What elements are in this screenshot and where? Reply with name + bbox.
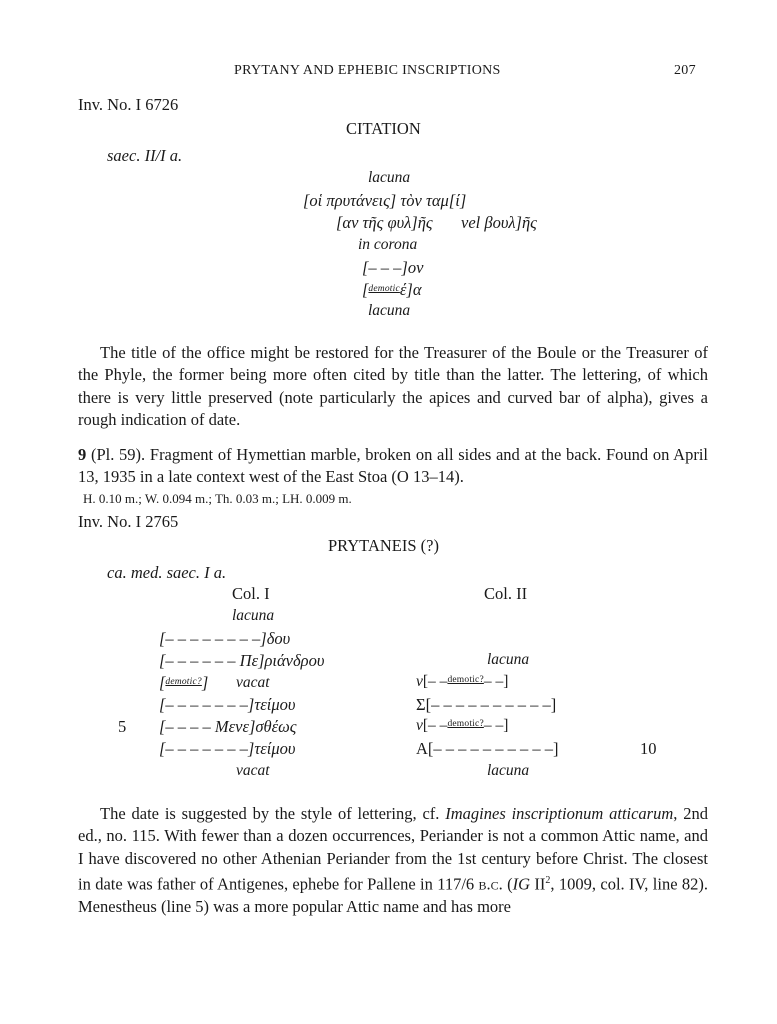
bracket-open: [: [159, 673, 166, 692]
bracket-open: [– –: [422, 673, 448, 690]
col1-line-3: [159, 673, 208, 693]
demotic-label: demotic?: [447, 675, 484, 685]
col1-line-6: [– – – – – – –]τείμου: [159, 739, 296, 758]
text-line-in-corona: in corona: [358, 236, 418, 253]
inscription-title: CITATION: [346, 119, 421, 138]
col1-line-5: [– – – – Μενε]σθέως: [159, 717, 297, 736]
text-line-6: [362, 280, 422, 300]
col2-line-3: [416, 673, 508, 691]
text-line-lacuna-bottom: lacuna: [368, 302, 411, 319]
col1-line-2: [– – – – – – Πε]ριάνδρου: [159, 651, 325, 670]
bracket-open: [– –: [422, 717, 448, 734]
col1-vacat-bottom: vacat: [236, 762, 270, 779]
col2-lacuna-bottom: lacuna: [487, 762, 530, 779]
inscription-date: saec. II/I a.: [107, 146, 183, 165]
entry-number: 9: [78, 445, 87, 464]
inventory-number-2: Inv. No. I 2765: [78, 512, 179, 531]
measurements: H. 0.10 m.; W. 0.094 m.; Th. 0.03 m.; LH. 0.009 m.: [83, 491, 352, 506]
col2-heading: Col. II: [484, 584, 528, 603]
inscription-title-2: PRYTANEIS (?): [328, 536, 439, 555]
col1-line-4: [– – – – – – –]τείμου: [159, 695, 296, 714]
bracket-close: ]: [201, 673, 209, 692]
bracket-close: – –]: [483, 673, 509, 690]
text-line-2: [οἱ πρυτάνεις] τὸν ταμ[ί]: [303, 191, 467, 210]
entry-9-description: [78, 444, 708, 489]
inscription-date-2: ca. med. saec. I a.: [107, 563, 227, 582]
vacat-v: v: [416, 717, 423, 734]
demotic-label: demotic?: [165, 677, 202, 687]
col1-line-1: [– – – – – – – –]δου: [159, 629, 291, 648]
line-number-5: 5: [118, 717, 127, 736]
text-line-3: [αν τῆς φυλ]ῆς: [336, 213, 433, 232]
demotic-label: demotic?: [447, 719, 484, 729]
col1-heading: Col. I: [232, 584, 270, 603]
bracket-open: [: [362, 280, 369, 299]
col2-line-6: Α[– – – – – – – – – –]: [416, 739, 559, 758]
bracket-close: – –]: [483, 717, 509, 734]
line-6-tail: έ]α: [399, 280, 422, 299]
demotic-label: demotic: [368, 284, 400, 294]
entry-description: (Pl. 59). Fragment of Hymettian marble, broken on all sides and at the back. Found on April 13, 1935 in a late context west of the East Stoa (O 13–14).: [78, 445, 708, 487]
commentary-paragraph-2: The date is suggested by the style of lettering, cf. Imagines inscriptionum atticarum, 2nd ed., no. 115. With fewer than a dozen occurrences, Periander is not a common Attic name, and I have discovered no other Athenian Periander from the 1st century before Christ. The closest in date was father of Antigenes, ephebe for Pallene in 117/6 b.c. (IG $II^2$, 1009, col. IV, line 82). Menestheus (line 5) was a more popular Attic name and has more: [78, 804, 708, 917]
col1-vacat: vacat: [236, 674, 270, 691]
commentary-paragraph-1: The title of the office might be restored for the Treasurer of the Boule or the Treasurer of the Phyle, the former being more often cited by title than the latter. The lettering, of which there is very little preserved (note particularly the apices and curved bar of alpha), gives a rough indication of date.: [78, 343, 708, 430]
text-line-3-variant: vel βουλ]ῆς: [461, 213, 537, 232]
vacat-v: v: [416, 673, 423, 690]
col1-lacuna: lacuna: [232, 607, 275, 624]
page-number: 207: [674, 63, 696, 78]
running-title: PRYTANY AND EPHEBIC INSCRIPTIONS: [234, 63, 501, 78]
col2-line-4: Σ[– – – – – – – – – –]: [416, 695, 557, 714]
col2-line-5: [416, 717, 508, 735]
col2-lacuna: lacuna: [487, 651, 530, 668]
inventory-number: Inv. No. I 6726: [78, 95, 179, 114]
text-line-5: [– – –]ον: [362, 258, 424, 277]
text-line-lacuna-top: lacuna: [368, 169, 411, 186]
line-number-10: 10: [640, 739, 657, 758]
